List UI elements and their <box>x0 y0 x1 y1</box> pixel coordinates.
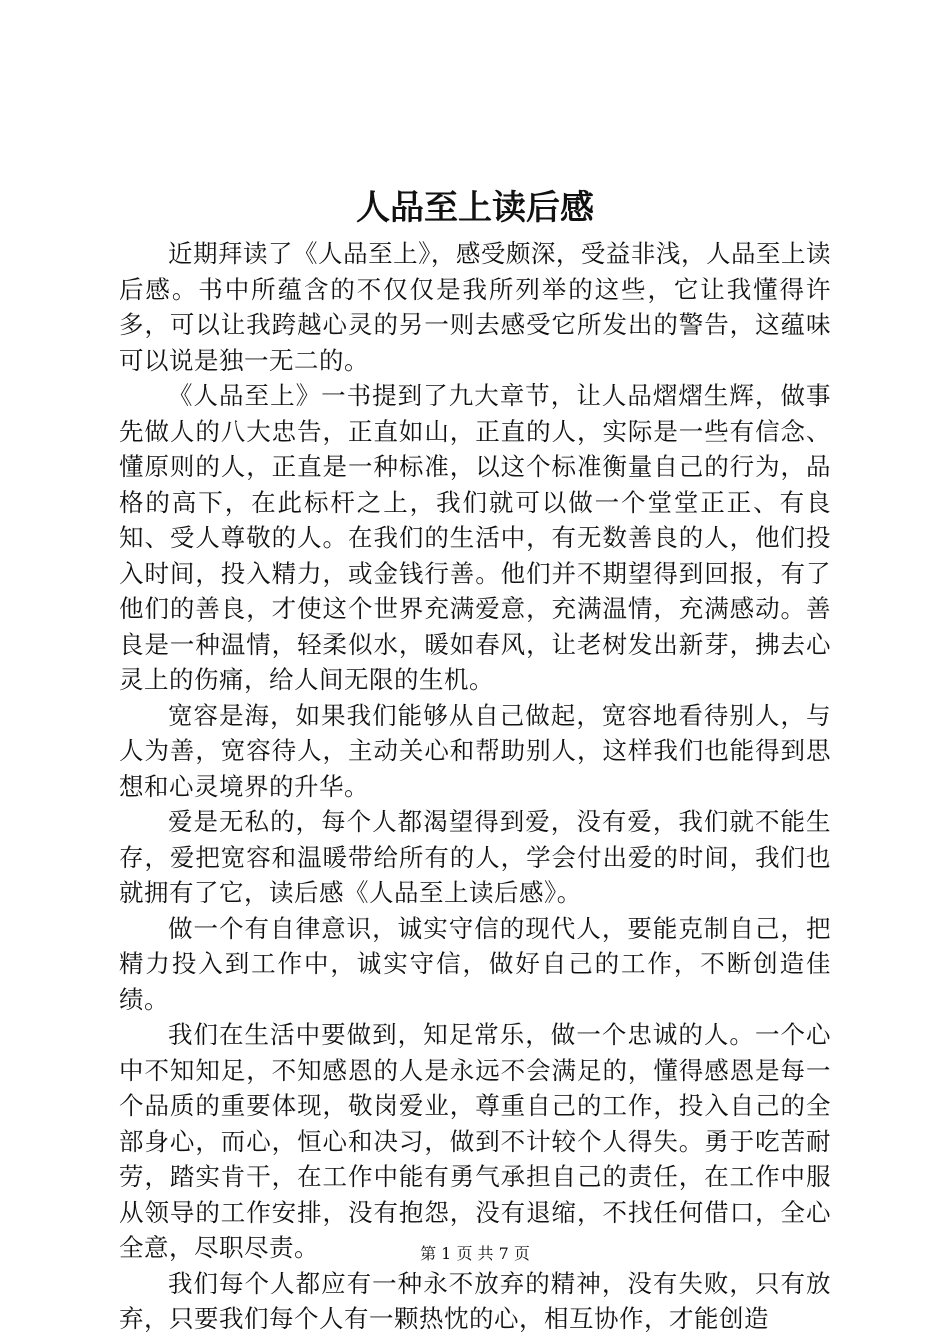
paragraph: 我们每个人都应有一种永不放弃的精神，没有失败，只有放弃，只要我们每个人有一颗热忱的心，相互协作，才能创造 <box>119 1268 831 1333</box>
page-footer <box>0 1243 950 1265</box>
document-title: 人品至上读后感 <box>356 188 594 228</box>
page-number-indicator: 第 1 页 共 7 页 <box>420 1244 530 1263</box>
paragraph: 宽容是海，如果我们能够从自己做起，宽容地看待别人，与人为善，宽容待人，主动关心和帮助别人，这样我们也能得到思想和心灵境界的升华。 <box>119 700 831 801</box>
paragraph: 爱是无私的，每个人都渴望得到爱，没有爱，我们就不能生存，爱把宽容和温暖带给所有的人，学会付出爱的时间，我们也就拥有了它，读后感《人品至上读后感》。 <box>119 807 831 907</box>
paragraph: 我们在生活中要做到，知足常乐，做一个忠诚的人。一个心中不知知足，不知感恩的人是永远不会满足的，懂得感恩是每一个品质的重要体现，敬岗爱业，尊重自己的工作，投入自己的全部身心，而心，恒心和决习，做到不计较个人得失。勇于吃苦耐劳，踏实肯干，在工作中能有勇气承担自己的责任，在工作中服从领导的工作安排，没有抱怨，没有退缩，不找任何借口，全心全意，尽职尽责。 <box>119 1020 831 1262</box>
paragraph: 做一个有自律意识，诚实守信的现代人，要能克制自己，把精力投入到工作中，诚实守信，做好自己的工作，不断创造佳绩。 <box>119 913 831 1014</box>
paragraph: 近期拜读了《人品至上》，感受颇深，受益非浅，人品至上读后感。书中所蕴含的不仅仅是我所列举的这些，它让我懂得许多，可以让我跨越心灵的另一则去感受它所发出的警告，这蕴味可以说是独一无二的。 <box>119 239 831 375</box>
paragraph: 《人品至上》一书提到了九大章节，让人品熠熠生辉，做事先做人的八大忠告，正直如山，正直的人，实际是一些有信念、懂原则的人，正直是一种标准，以这个标准衡量自己的行为，品格的高下，在此标杆之上，我们就可以做一个堂堂正正、有良知、受人尊敬的人。在我们的生活中，有无数善良的人，他们投入时间，投入精力，或金钱行善。他们并不期望得到回报，有了他们的善良，才使这个世界充满爱意，充满温情，充满感动。善良是一种温情，轻柔似水，暖如春风，让老树发出新芽，拂去心灵上的伤痛，给人间无限的生机。 <box>119 381 831 694</box>
document-body <box>119 236 831 1337</box>
